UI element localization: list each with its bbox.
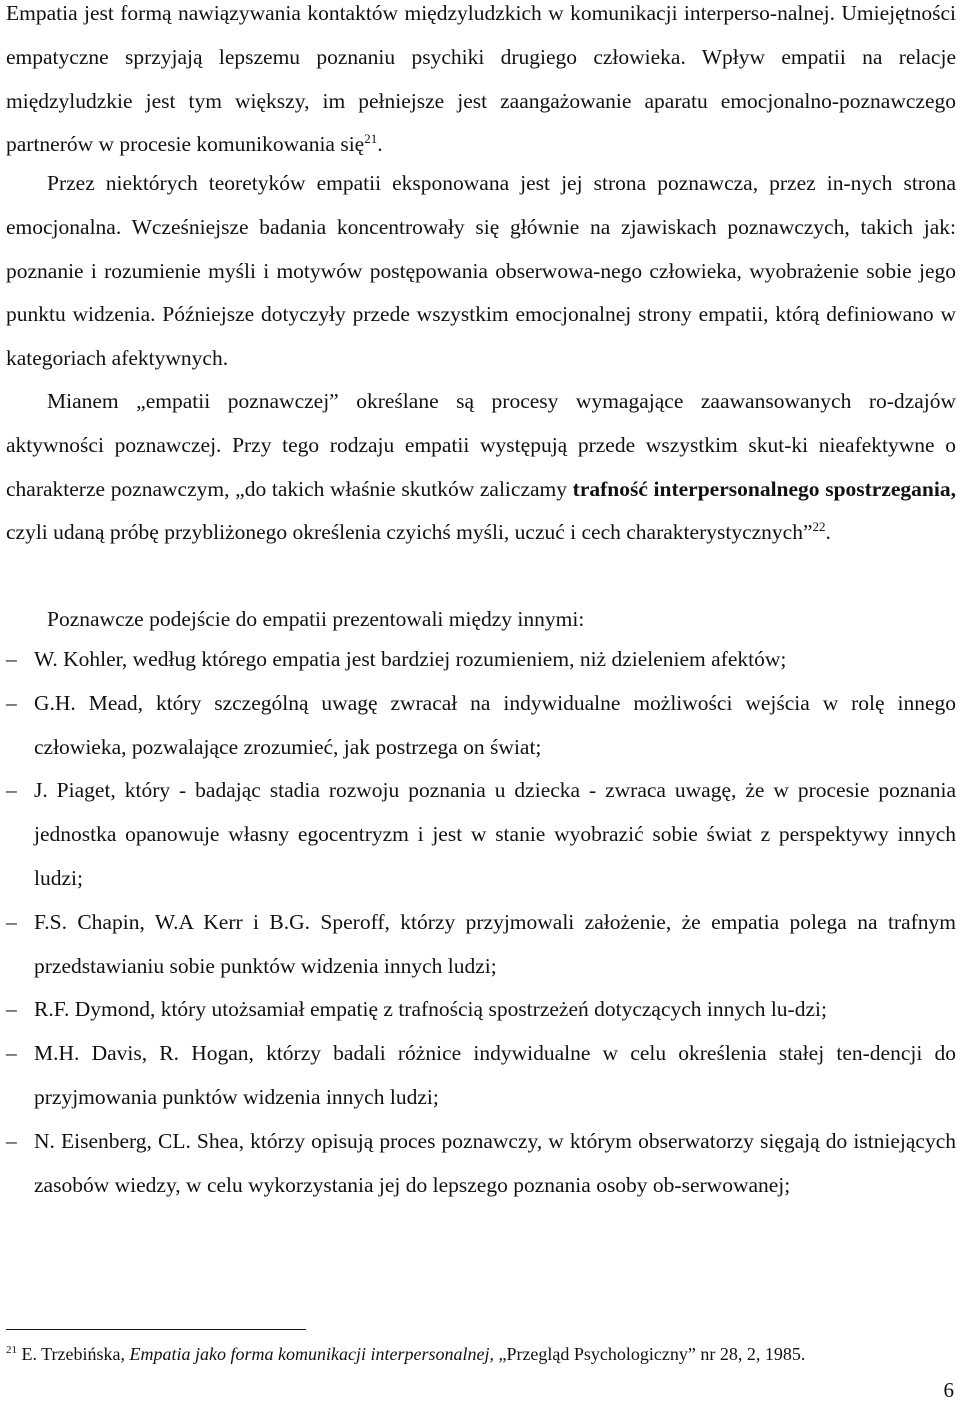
- dash-marker: –: [6, 690, 17, 715]
- footnote-divider: [6, 1329, 306, 1330]
- page-number: 6: [943, 1378, 954, 1402]
- dash-marker: –: [6, 778, 17, 803]
- footnote: $^{21}$ E. Trzebińska, Empatia jako forma komunikacji interpersonalnej, „Przegląd Psychologiczny” nr 28, 2, 1985.: [6, 1344, 806, 1364]
- footnote-ref-21[interactable]: 21: [364, 131, 378, 147]
- footnote-ref-22[interactable]: 22: [812, 519, 826, 535]
- dash-marker: –: [6, 1041, 17, 1066]
- list-item: – R.F. Dymond, który utożsamiał empatię z trafnością spostrzeżeń dotyczących innych lu-dzi;: [6, 988, 956, 1032]
- list-item: – F.S. Chapin, W.A Kerr i B.G. Speroff, którzy przyjmowali założenie, że empatia polega na trafnym przedstawianiu sobie punktów widzenia innych ludzi;: [6, 901, 956, 989]
- dash-marker: –: [6, 997, 17, 1022]
- footnote-title: Empatia jako forma komunikacji interpersonalnej,: [129, 1344, 494, 1364]
- footnote-number: 21: [6, 1344, 17, 1356]
- dash-marker: –: [6, 647, 17, 671]
- paragraph-cognitive-empathy: Mianem „empatii poznawczej” określane są procesy wymagające zaawansowanych ro-dzajów aktywności poznawczej. Przy tego rodzaju empatii występują przede wszystkim skut-ki nieafektywne o charakterze poznawczym, „do takich właśnie skutków zaliczamy trafność interpersonalnego spostrzegania, czyli udaną próbę przybliżonego określenia czyichś myśli, uczuć i cech charakterystycznych”$^{22}$.: [6, 389, 956, 545]
- dash-marker: –: [6, 1128, 17, 1153]
- paragraph-empathy-intro: Empatia jest formą nawiązywania kontaktów międzyludzkich w komunikacji interperso-nalnej. Umiejętności empatyczne sprzyjają lepszemu poznaniu psychiki drugiego człowieka. Wpływ empatii na relacje międzyludzkie jest tym większy, im pełniejsze jest zaangażowanie aparatu emocjonalno-poznawczego partnerów w procesie komunikowania się$^{21}$.: [6, 1, 956, 157]
- paragraph-list-intro: Poznawcze podejście do empatii prezentowali między innymi:: [47, 607, 585, 631]
- list-item: – N. Eisenberg, CL. Shea, którzy opisują proces poznawczy, w którym obserwatorzy sięgają do istniejących zasobów wiedzy, w celu wykorzystania jej do lepszego poznania osoby ob-serwowanej;: [6, 1120, 956, 1208]
- list-item: – W. Kohler, według którego empatia jest bardziej rozumieniem, niż dzieleniem afektów;: [6, 638, 956, 682]
- theorists-list: [6, 638, 956, 1207]
- list-item: – M.H. Davis, R. Hogan, którzy badali różnice indywidualne w celu określenia stałej ten-dencji do przyjmowania punktów widzenia innych ludzi;: [6, 1032, 956, 1120]
- paragraph-cognitive-vs-emotional: Przez niektórych teoretyków empatii eksponowana jest jej strona poznawcza, przez in-nych strona emocjonalna. Wcześniejsze badania koncentrowały się głównie na zjawiskach poznawczych, takich jak: poznanie i rozumienie myśli i motywów postępowania obserwowa-nego człowieka, wyobrażenie sobie jego punktu widzenia. Późniejsze dotyczyły przede wszystkim emocjonalnej strony empatii, którą definiowano w kategoriach afektywnych.: [6, 171, 956, 371]
- dash-marker: –: [6, 909, 17, 934]
- list-item: – J. Piaget, który - badając stadia rozwoju poznania u dziecka - zwraca uwagę, że w procesie poznania jednostka opanowuje własny egocentryzm i jest w stanie wyobrazić sobie świat z perspektywy innych ludzi;: [6, 769, 956, 900]
- bold-term: trafność interpersonalnego spostrzegania,: [572, 476, 956, 501]
- list-item: – G.H. Mead, który szczególną uwagę zwracał na indywidualne możliwości wejścia w rolę innego człowieka, pozwalające zrozumieć, jak postrzega on świat;: [6, 682, 956, 770]
